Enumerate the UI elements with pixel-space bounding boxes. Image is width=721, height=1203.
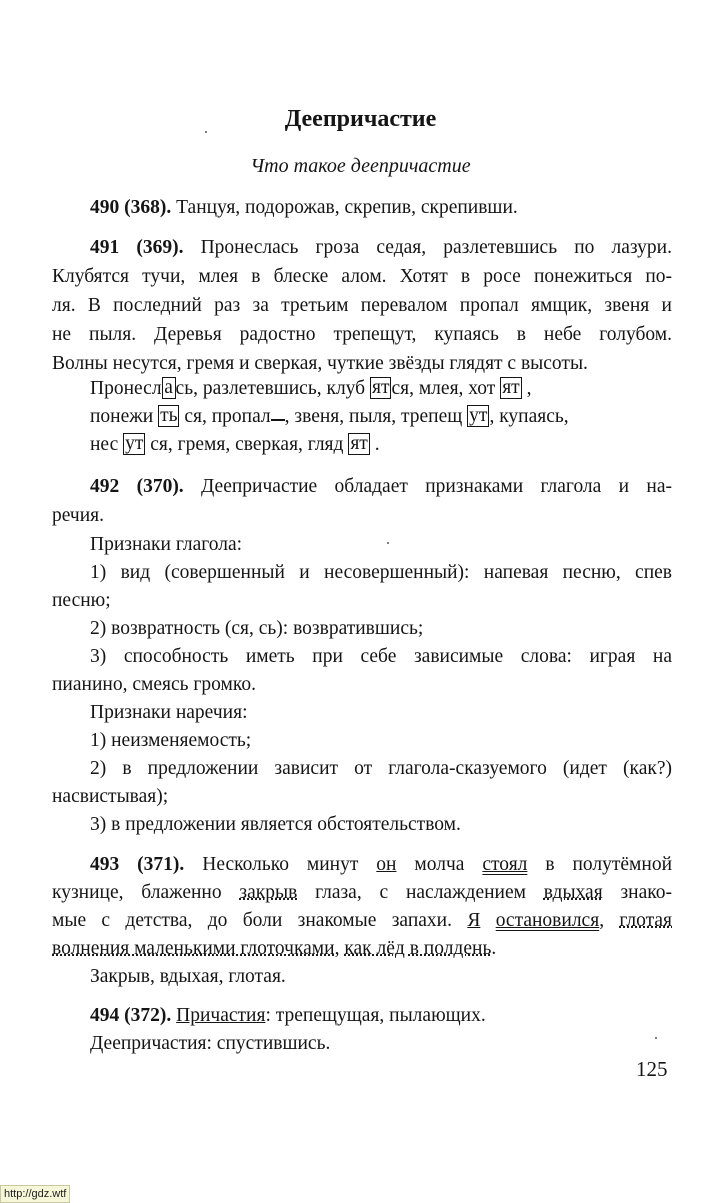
exercise-493-line-1 (90, 852, 672, 878)
adverb-feature-3: 3) в предложении является обстоятельством. (90, 814, 461, 835)
exercise-491-line-3: ля. В последний раз за третьим перевалом пропал ямщик, звеня и (52, 295, 672, 316)
adverb-feature-1: 1) неизменяемость; (90, 730, 252, 751)
text: молча (414, 854, 465, 875)
ending-box: ят (371, 377, 390, 398)
text: . (491, 938, 497, 959)
scan-speck (387, 542, 389, 544)
page-title: Деепричастие (284, 106, 437, 132)
text: мые с детства, до боли знакомые запахи. (52, 910, 452, 931)
text: глаза, с наслаждением (315, 882, 526, 903)
exercise-494-line-2: Деепричастия: спустившись. (90, 1033, 331, 1054)
exercise-490 (90, 195, 518, 221)
ending-box: ть (160, 405, 178, 426)
text: кузнице, блаженно (52, 882, 222, 903)
text: Несколько минут (202, 854, 359, 875)
scan-speck (655, 1037, 657, 1039)
exercise-493-line-4 (52, 936, 496, 962)
exercise-492-line-2: речия. (52, 505, 105, 526)
morph-line-1 (90, 376, 531, 402)
text: сь, разлетевшись, клуб (175, 378, 366, 399)
gerund: вдыхая (543, 882, 603, 903)
text: , (526, 378, 532, 399)
ending-box: ут (469, 405, 488, 426)
watermark-link[interactable]: http://gdz.wtf (0, 1185, 70, 1203)
exercise-491-line-1 (90, 235, 672, 261)
text: Пронесл (90, 378, 162, 399)
text: , звеня, пыля, трепещ (284, 406, 463, 427)
subject: Я (467, 910, 481, 931)
gerund: закрыв (239, 882, 298, 903)
page-number: 125 (636, 1057, 668, 1081)
exercise-493-line-3 (52, 908, 672, 934)
exercise-492-line-1 (90, 474, 672, 500)
predicate: стоял (482, 854, 528, 875)
participles-label: Причастия (176, 1005, 266, 1026)
text: ся, млея, хот (391, 378, 496, 399)
verb-feature-2: 2) возвратность (ся, сь): возвратившись; (90, 618, 424, 639)
exercise-text: Танцуя, подорожав, скрепив, скрепивши. (176, 197, 518, 218)
exercise-number: 492 (370). (90, 476, 184, 497)
verb-feature-1-cont: песню; (52, 590, 111, 611)
text: волнения маленькими глоточками, (52, 938, 340, 959)
exercise-491-line-2: Клубятся тучи, млея в блеске алом. Хотят в росе понежиться по- (52, 266, 672, 287)
predicate: остановился (495, 910, 600, 931)
subject: он (376, 854, 397, 875)
text: . (374, 434, 380, 455)
verb-feature-1: 1) вид (совершенный и несовершенный): напевая песню, спев (90, 562, 672, 583)
exercise-491-line-5: Волны несутся, гремя и сверкая, чуткие звёзды глядят с высоты. (52, 353, 588, 374)
exercise-number: 494 (372). (90, 1005, 172, 1026)
text: Деепричастие обладает признаками глагола и на- (201, 476, 672, 497)
text: ся, гремя, сверкая, гляд (150, 434, 344, 455)
text: знако- (620, 882, 672, 903)
exercise-493-line-2 (52, 880, 672, 906)
section-subtitle: Что такое деепричастие (250, 155, 471, 177)
text: нес (90, 434, 119, 455)
ending-box: ят (350, 433, 368, 454)
verb-features-heading: Признаки глагола: (90, 534, 243, 555)
text: : трепещущая, пылающих. (265, 1005, 486, 1026)
text: , купаясь, (489, 406, 569, 427)
verb-feature-3-cont: пианино, смеясь громко. (52, 674, 256, 695)
ending-box: ят (502, 377, 520, 398)
exercise-491-line-4: не пыля. Деревья радостно трепещут, купаясь в небе голубом. (52, 324, 672, 345)
morph-line-2 (90, 404, 569, 430)
empty-ending-box (271, 419, 285, 421)
ending-box: ут (125, 433, 144, 454)
text: , (599, 910, 605, 931)
poem-text: Пронеслась гроза седая, разлетевшись по лазури. (200, 237, 672, 258)
adverb-feature-2: 2) в предложении зависит от глагола-сказуемого (идет (как?) (90, 758, 672, 779)
morph-line-3 (90, 432, 380, 458)
exercise-number: 490 (368). (90, 197, 172, 218)
verb-feature-3: 3) способность иметь при себе зависимые слова: играя на (90, 646, 672, 667)
adverbial: как лёд в полдень (344, 938, 492, 959)
exercise-number: 493 (371). (90, 854, 185, 875)
exercise-493-line-5: Закрыв, вдыхая, глотая. (90, 966, 286, 987)
gerund: глотая (619, 910, 673, 931)
exercise-number: 491 (369). (90, 237, 184, 258)
scan-speck (205, 131, 207, 133)
ending-box: а (162, 377, 176, 399)
adverb-features-heading: Признаки наречия: (90, 702, 248, 723)
text: понежи (90, 406, 154, 427)
exercise-494-line-1 (90, 1003, 486, 1029)
text: ся, пропал (184, 406, 271, 427)
adverb-feature-2-cont: насвистывая); (52, 786, 169, 807)
text: в полутёмной (545, 854, 673, 875)
